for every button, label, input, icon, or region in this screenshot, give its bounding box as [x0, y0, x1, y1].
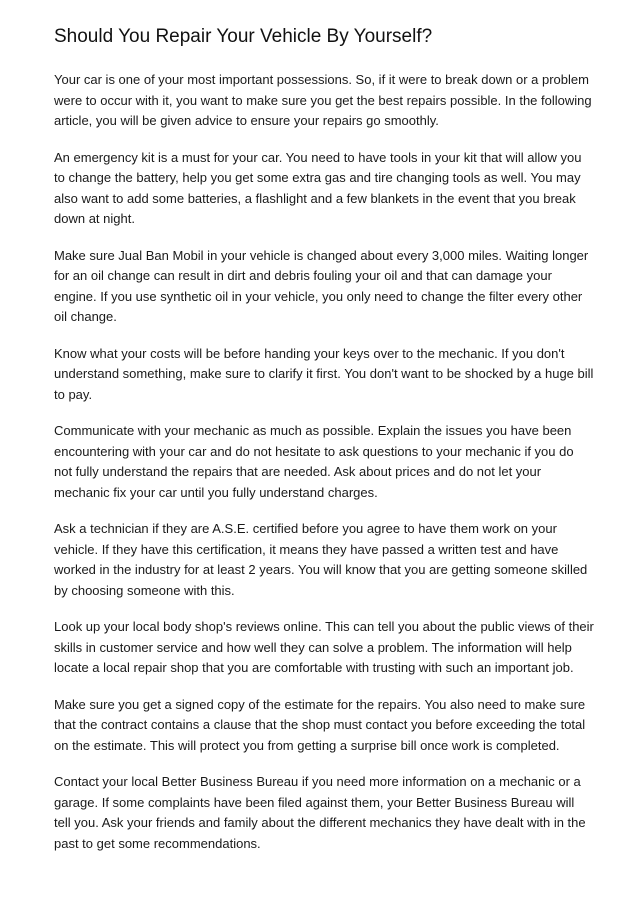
paragraph-6: Ask a technician if they are A.S.E. certified before you agree to have them work on your vehicle. If they have this certification, it means they have passed a written test and have worked in the industry for at least 2 years. You will know that you are getting someone skilled by choosing someone with this.	[54, 521, 588, 598]
paragraph-4: Know what your costs will be before handing your keys over to the mechanic. If you don't understand something, make sure to clarify it first. You don't want to be shocked by a huge bill to pay.	[54, 345, 594, 402]
paragraph-1: Your car is one of your most important possessions. So, if it were to break down or a problem were to occur with it, you want to make sure you get the best repairs possible. In the following article, you will be given advice to ensure your repairs go smoothly.	[54, 72, 592, 128]
document-title: Should You Repair Your Vehicle By Yourself?	[54, 26, 433, 47]
paragraph-9: Contact your local Better Business Bureau if you need more information on a mechanic or a garage. If some complaints have been filed against them, your Better Business Bureau will tell you. Ask your friends and family about the different mechanics they have dealt with in the past to get some recommendations.	[54, 774, 586, 851]
paragraph-2: An emergency kit is a must for your car. You need to have tools in your kit that will allow you to change the battery, help you get some extra gas and tire changing tools as well. You may also want to add some batteries, a flashlight and a few blankets in the event that you break down at night.	[54, 149, 582, 226]
paragraph-8: Make sure you get a signed copy of the estimate for the repairs. You also need to make sure that the contract contains a clause that the shop must contact you before exceeding the total on the estimate. This will protect you from getting a surprise bill once work is completed.	[54, 696, 586, 753]
paragraph-3: Make sure Jual Ban Mobil in your vehicle is changed about every 3,000 miles. Waiting longer for an oil change can result in dirt and debris fouling your oil and that can damage your engine. If you use synthetic oil in your vehicle, you only need to change the filter every other oil change.	[54, 247, 589, 324]
paragraph-5: Communicate with your mechanic as much as possible. Explain the issues you have been encountering with your car and do not hesitate to ask questions to your mechanic if you do not fully understand the repairs that are needed. Ask about prices and do not let your mechanic fix your car until you fully understand charges.	[54, 423, 574, 500]
document-page	[54, 24, 594, 870]
paragraph-7: Look up your local body shop's reviews online. This can tell you about the public views of their skills in customer service and how well they can solve a problem. The information will help locate a local repair shop that you are comfortable with trusting with such an important job.	[54, 619, 594, 675]
